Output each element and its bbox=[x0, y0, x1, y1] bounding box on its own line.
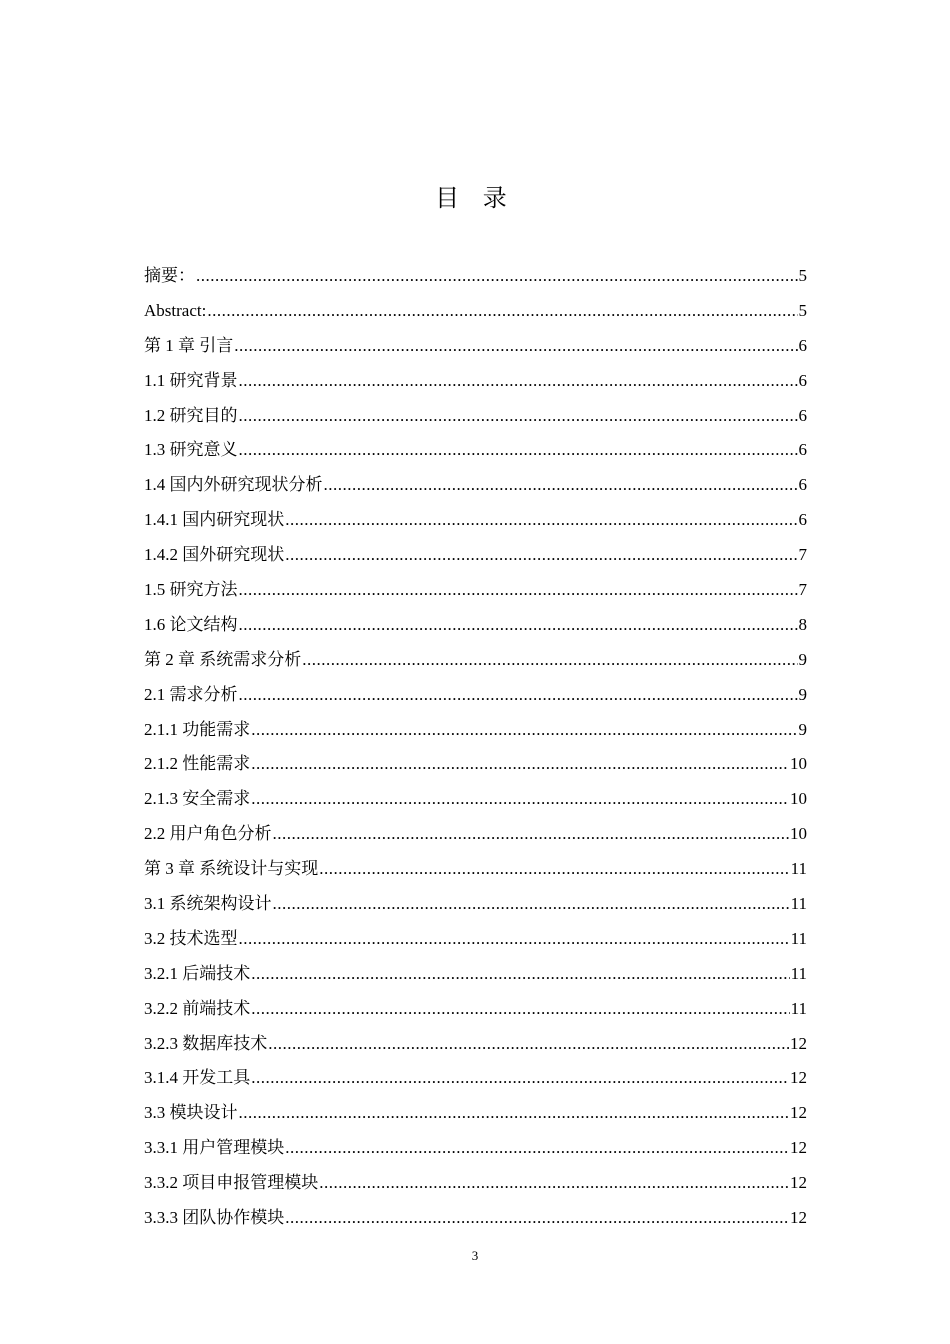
toc-entry-page: 12 bbox=[790, 1173, 807, 1193]
toc-entry-label: 1.3 研究意义 bbox=[144, 440, 238, 460]
dot-leader bbox=[273, 887, 790, 922]
toc-entry-page: 9 bbox=[798, 719, 807, 739]
toc-entry[interactable] bbox=[144, 817, 807, 852]
toc-entry[interactable] bbox=[144, 1027, 807, 1062]
toc-entry-label: 2.1 需求分析 bbox=[144, 684, 238, 704]
toc-entry-page: 9 bbox=[798, 649, 807, 669]
toc-entry[interactable] bbox=[144, 678, 807, 713]
toc-entry-page: 6 bbox=[798, 370, 807, 390]
dot-leader bbox=[239, 678, 798, 713]
toc-entry[interactable] bbox=[144, 1061, 807, 1096]
toc-entry[interactable] bbox=[144, 573, 807, 608]
dot-leader bbox=[285, 1201, 789, 1236]
toc-entry-page: 11 bbox=[790, 928, 807, 948]
dot-leader bbox=[251, 992, 789, 1027]
dot-leader bbox=[302, 643, 797, 678]
toc-entry-page: 12 bbox=[790, 1068, 807, 1088]
toc-entry-label: 3.1.4 开发工具 bbox=[144, 1068, 251, 1088]
toc-entry[interactable] bbox=[144, 957, 807, 992]
dot-leader bbox=[268, 1027, 789, 1062]
dot-leader bbox=[319, 852, 789, 887]
toc-entry[interactable] bbox=[144, 1166, 807, 1201]
toc-entry[interactable] bbox=[144, 503, 807, 538]
dot-leader bbox=[239, 399, 798, 434]
toc-entry[interactable] bbox=[144, 1096, 807, 1131]
toc-entry-label: 3.3.3 团队协作模块 bbox=[144, 1208, 285, 1228]
toc-entry-page: 11 bbox=[790, 859, 807, 879]
toc-entry-label: 3.3.1 用户管理模块 bbox=[144, 1138, 285, 1158]
toc-entry-label: 3.2.1 后端技术 bbox=[144, 963, 251, 983]
dot-leader bbox=[234, 329, 797, 364]
dot-leader bbox=[251, 747, 789, 782]
toc-entry-page: 11 bbox=[790, 998, 807, 1018]
toc-entry-page: 10 bbox=[790, 754, 807, 774]
toc-entry-label: 摘要： bbox=[144, 266, 195, 285]
toc-entry[interactable] bbox=[144, 433, 807, 468]
dot-leader bbox=[285, 1131, 789, 1166]
toc-entry-label: 3.3 模块设计 bbox=[144, 1103, 238, 1123]
toc-entry-label: 2.1.1 功能需求 bbox=[144, 719, 251, 739]
toc-entry-page: 7 bbox=[798, 545, 807, 565]
toc-entry[interactable] bbox=[144, 922, 807, 957]
dot-leader bbox=[239, 364, 798, 399]
toc-entry-label: 第 3 章 系统设计与实现 bbox=[144, 859, 319, 879]
dot-leader bbox=[319, 1166, 789, 1201]
toc-entry[interactable] bbox=[144, 294, 807, 329]
toc-entry-label: 3.3.2 项目申报管理模块 bbox=[144, 1173, 319, 1193]
toc-entry[interactable] bbox=[144, 468, 807, 503]
toc-entry-label: 3.2.2 前端技术 bbox=[144, 998, 251, 1018]
toc-entry-label: 第 1 章 引言 bbox=[144, 335, 234, 355]
dot-leader bbox=[251, 782, 789, 817]
toc-entry[interactable] bbox=[144, 643, 807, 678]
toc-entry[interactable] bbox=[144, 1131, 807, 1166]
toc-entry-page: 8 bbox=[798, 614, 807, 634]
page-title: 目 录 bbox=[435, 184, 515, 212]
toc-entry-page: 6 bbox=[798, 405, 807, 425]
toc-entry[interactable] bbox=[144, 364, 807, 399]
toc-entry-page: 6 bbox=[798, 335, 807, 355]
dot-leader bbox=[273, 817, 790, 852]
toc-entry-label: 3.2 技术选型 bbox=[144, 928, 238, 948]
toc-entry-label: 3.2.3 数据库技术 bbox=[144, 1033, 268, 1053]
toc-entry-page: 7 bbox=[798, 580, 807, 600]
toc-entry-page: 10 bbox=[790, 824, 807, 844]
toc-entry-page: 5 bbox=[798, 266, 807, 285]
dot-leader bbox=[285, 538, 797, 573]
dot-leader bbox=[239, 922, 790, 957]
dot-leader bbox=[239, 573, 798, 608]
toc-entry[interactable] bbox=[144, 259, 807, 294]
toc-entry[interactable] bbox=[144, 329, 807, 364]
dot-leader bbox=[239, 433, 798, 468]
dot-leader bbox=[239, 608, 798, 643]
toc-entry-label: 3.1 系统架构设计 bbox=[144, 894, 272, 914]
toc-entry[interactable] bbox=[144, 538, 807, 573]
dot-leader bbox=[207, 294, 797, 329]
dot-leader bbox=[251, 713, 797, 748]
toc-entry[interactable] bbox=[144, 852, 807, 887]
toc-entry-page: 10 bbox=[790, 789, 807, 809]
toc-entry-page: 5 bbox=[798, 300, 807, 320]
toc-entry-page: 12 bbox=[790, 1033, 807, 1053]
toc-entry[interactable] bbox=[144, 1201, 807, 1236]
dot-leader bbox=[285, 503, 797, 538]
toc-entry-page: 12 bbox=[790, 1103, 807, 1123]
dot-leader bbox=[239, 1096, 790, 1131]
toc-entry[interactable] bbox=[144, 992, 807, 1027]
toc-entry-label: 1.2 研究目的 bbox=[144, 405, 238, 425]
toc-entry[interactable] bbox=[144, 608, 807, 643]
toc-entry-page: 9 bbox=[798, 684, 807, 704]
dot-leader bbox=[324, 468, 798, 503]
dot-leader bbox=[251, 1061, 789, 1096]
toc-entry-label: 1.5 研究方法 bbox=[144, 580, 238, 600]
toc-entry-page: 12 bbox=[790, 1138, 807, 1158]
toc-entry[interactable] bbox=[144, 887, 807, 922]
toc-entry-label: 1.4.2 国外研究现状 bbox=[144, 545, 285, 565]
dot-leader bbox=[196, 259, 798, 294]
toc-entry-label: 1.1 研究背景 bbox=[144, 370, 238, 390]
dot-leader bbox=[251, 957, 789, 992]
toc-entry[interactable] bbox=[144, 713, 807, 748]
toc-entry-page: 6 bbox=[798, 510, 807, 530]
toc-entry-label: 2.1.3 安全需求 bbox=[144, 789, 251, 809]
page-number: 3 bbox=[471, 1248, 479, 1263]
toc-entry-label: 第 2 章 系统需求分析 bbox=[144, 649, 302, 669]
toc-entry[interactable] bbox=[144, 782, 807, 817]
toc-entry[interactable] bbox=[144, 747, 807, 782]
toc-entry-label: 1.4 国内外研究现状分析 bbox=[144, 475, 323, 495]
toc-entry-label: 2.1.2 性能需求 bbox=[144, 754, 251, 774]
toc-entry-page: 11 bbox=[790, 894, 807, 914]
toc-entry-page: 12 bbox=[790, 1208, 807, 1228]
toc-entry-label: Abstract: bbox=[144, 300, 207, 320]
toc-entry-page: 6 bbox=[798, 475, 807, 495]
toc-entry-page: 11 bbox=[790, 963, 807, 983]
toc-entry-label: 1.6 论文结构 bbox=[144, 614, 238, 634]
toc-entry[interactable] bbox=[144, 399, 807, 434]
toc-entry-label: 2.2 用户角色分析 bbox=[144, 824, 272, 844]
table-of-contents bbox=[144, 259, 807, 1236]
toc-entry-page: 6 bbox=[798, 440, 807, 460]
toc-entry-label: 1.4.1 国内研究现状 bbox=[144, 510, 285, 530]
